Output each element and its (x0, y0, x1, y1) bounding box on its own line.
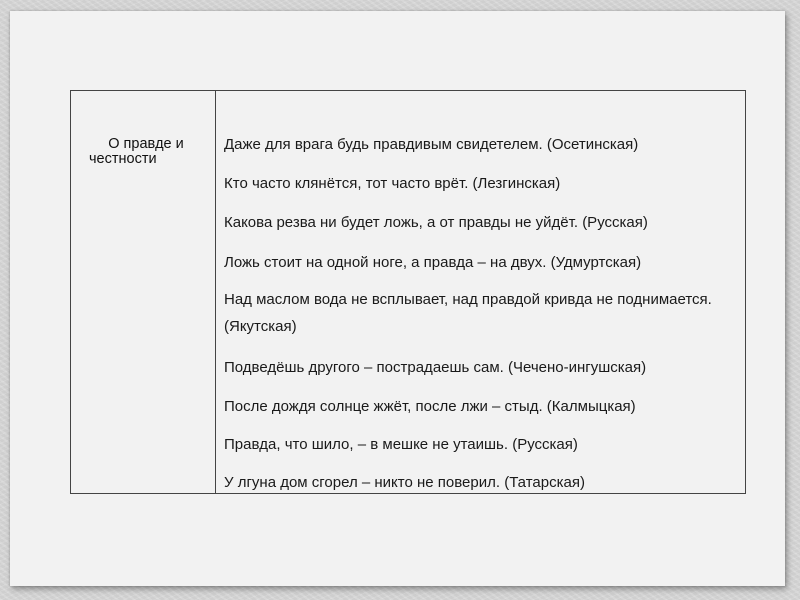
proverbs-table (70, 90, 746, 494)
slide (10, 11, 785, 586)
proverb-9: У лгуна дом сгорел – никто не поверил. (Татарская) (224, 474, 585, 491)
proverb-1: Даже для врага будь правдивым свидетелем. (Осетинская) (224, 136, 639, 153)
topic-cell (71, 91, 216, 493)
proverb-8: Правда, что шило, – в мешке не утаишь. (Русская) (224, 436, 578, 453)
proverb-4: Ложь стоит на одной ноге, а правда – на двух. (Удмуртская) (224, 254, 642, 271)
proverbs-cell (216, 91, 745, 493)
proverb-3: Какова резва ни будет ложь, а от правды не уйдёт. (Русская) (224, 214, 648, 231)
topic-line-1: О правде и (108, 136, 184, 152)
proverb-5: Над маслом вода не всплывает, над правдой кривда не поднимается. (Якутская) (224, 291, 712, 335)
proverb-2: Кто часто клянётся, тот часто врёт. (Лезгинская) (224, 175, 561, 192)
proverb-6: Подведёшь другого – пострадаешь сам. (Чечено-ингушская) (224, 359, 647, 376)
topic-label (81, 137, 211, 167)
proverb-7: После дождя солнце жжёт, после лжи – стыд. (Калмыцкая) (224, 398, 636, 415)
topic-line-2: честности (89, 151, 157, 167)
